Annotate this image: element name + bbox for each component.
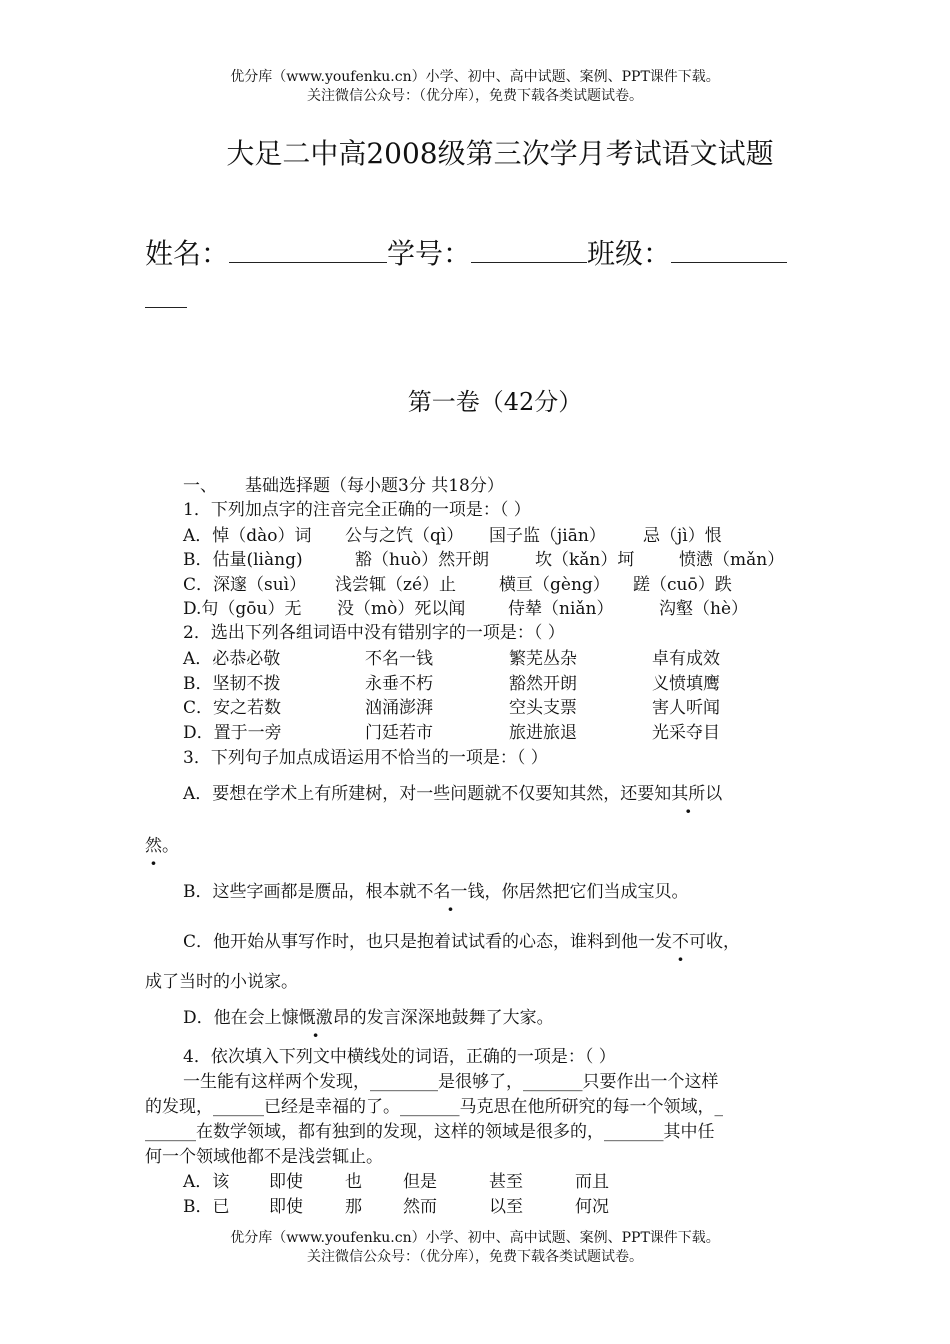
q2-b-3: 豁然开朗 <box>509 674 577 694</box>
header-line-2: 关注微信公众号：（优分库），免费下载各类试题试卷。 <box>307 88 643 104</box>
part1-heading-text: 基础选择题（每小题3分 共18分） <box>245 476 504 496</box>
q4-b-3: 那 <box>345 1197 362 1217</box>
footer-line-2: 关注微信公众号：（优分库），免费下载各类试题试卷。 <box>307 1249 643 1265</box>
q3-a-end: 。 <box>162 836 179 856</box>
id-label: 学号： <box>387 237 472 270</box>
q4-b-5: 以至 <box>489 1197 523 1217</box>
q4-b-6: 何况 <box>575 1197 609 1217</box>
q4-a-1: A．该 <box>183 1172 230 1192</box>
q1-d-4: 沟壑（hè） <box>659 599 749 619</box>
q1-d-1: D.句（gōu）无 <box>183 599 302 619</box>
q3-d-dotted-idiom: 慷慨激昂 <box>281 1008 350 1028</box>
q2-c-1: C．安之若数 <box>183 698 282 718</box>
exam-title: 大足二中高2008级第三次学月考试语文试题 <box>226 137 774 170</box>
q3-d-post: 的发言深深地鼓舞了大家。 <box>349 1008 554 1028</box>
q4-passage-4: 何一个领域他都不是浅尝辄止。 <box>145 1147 383 1167</box>
q3-c-pre: C．他开始从事写作时，也只是抱着试试看的心态，谁料到他 <box>183 932 639 952</box>
q3-a-text: A．要想在学术上有所建树，对一些问题就不仅要知其然，还要 <box>183 784 655 804</box>
q1-b-4: 愤懑（mǎn） <box>679 550 785 570</box>
q3-option-b[interactable] <box>183 880 689 904</box>
q3-c-dotted-idiom: 一发不可收 · <box>638 932 723 952</box>
q2-d-4: 光采夺目 <box>652 723 720 743</box>
q4-passage-1: 一生能有这样两个发现，________是很够了，_______只要作出一个这样 <box>183 1072 719 1092</box>
q1-c-3: 横亘（gèng） <box>499 575 610 595</box>
name-blank[interactable] <box>229 238 387 263</box>
q3-option-a[interactable] <box>183 782 722 806</box>
q3-a-dotted-cont: 然 <box>145 836 162 856</box>
q1-a-1: A．悼（dào）词 <box>183 526 312 546</box>
q2-d-2: 门廷若市 <box>365 723 433 743</box>
q2-a-2: 不名一钱 <box>365 649 433 669</box>
q4-passage-3: ______在数学领域，都有独到的发现，这样的领域是很多的，_______其中任 <box>145 1122 715 1142</box>
header-line-1: 优分库（www.youfenku.cn）小学、初中、高中试题、案例、PPT课件下载。 <box>230 69 720 85</box>
q3-option-c[interactable] <box>183 930 740 954</box>
q2-d-1: D．置于一旁 <box>183 723 282 743</box>
q3-b-post: ，你居然把它们当成宝贝。 <box>484 882 689 902</box>
q1-c-4: 蹉（cuō）跌 <box>633 575 732 595</box>
q2-a-3: 繁芜丛杂 <box>509 649 577 669</box>
q3-option-a-cont <box>145 834 179 858</box>
q4-a-2: 即使 <box>269 1172 303 1192</box>
q2-c-2: 汹涌澎湃 <box>365 698 433 718</box>
q1-a-4: 忌（jì）恨 <box>643 526 722 546</box>
q1-b-1: B．估量(liàng) <box>183 550 303 570</box>
q4-stem: 4．依次填入下列文中横线处的词语，正确的一项是：（ ） <box>183 1047 616 1067</box>
section-title: 第一卷（42分） <box>407 388 583 416</box>
q3-option-d[interactable] <box>183 1006 554 1030</box>
q4-a-6: 而且 <box>575 1172 609 1192</box>
q4-b-1: B．已 <box>183 1197 230 1217</box>
q2-b-1: B．坚韧不拨 <box>183 674 281 694</box>
q1-c-2: 浅尝辄（zé）止 <box>335 575 457 595</box>
class-blank[interactable] <box>671 238 787 263</box>
q3-stem: 3．下列句子加点成语运用不恰当的一项是：（ ） <box>183 748 548 768</box>
q3-a-dotted <box>654 784 722 804</box>
q3-a-dotted-idiom: 知其所以 <box>654 784 723 804</box>
q4-a-3: 也 <box>345 1172 362 1192</box>
footer-line-1: 优分库（www.youfenku.cn）小学、初中、高中试题、案例、PPT课件下载。 <box>230 1230 720 1246</box>
q1-d-2: 没（mò）死以闻 <box>337 599 466 619</box>
q2-c-4: 害人听闻 <box>652 698 720 718</box>
q3-b-dotted-idiom: 不名一钱 <box>416 882 485 902</box>
q2-a-1: A．必恭必敬 <box>183 649 281 669</box>
q2-c-3: 空头支票 <box>509 698 577 718</box>
q4-passage-2: 的发现，______已经是幸福的了。_______马克思在他所研究的每一个领域，_ <box>145 1097 723 1117</box>
q1-c-1: C．深邃（suì） <box>183 575 307 595</box>
q1-a-2: 公与之饩（qì） <box>345 526 464 546</box>
student-info <box>145 232 787 272</box>
class-blank-continuation <box>145 306 187 308</box>
q1-d-3: 侍辇（niǎn） <box>508 599 614 619</box>
q1-a-3: 国子监（jiān） <box>489 526 606 546</box>
q3-c-post: ， <box>723 932 741 952</box>
name-label: 姓名： <box>145 237 230 270</box>
q2-d-3: 旅进旅退 <box>509 723 577 743</box>
q3-b-pre: B．这些字画都是赝品，根本就 <box>183 882 417 902</box>
q1-b-3: 坎（kǎn）坷 <box>535 550 635 570</box>
q2-stem: 2．选出下列各组词语中没有错别字的一项是：（ ） <box>183 623 565 643</box>
q4-a-4: 但是 <box>403 1172 437 1192</box>
q1-stem: 1．下列加点字的注音完全正确的一项是：（ ） <box>183 500 531 520</box>
q4-b-4: 然而 <box>403 1197 437 1217</box>
part1-heading-num: 一、 <box>183 476 217 496</box>
q3-d-pre: D．他在会上 <box>183 1008 282 1028</box>
q4-b-2: 即使 <box>269 1197 303 1217</box>
q2-a-4: 卓有成效 <box>652 649 720 669</box>
q3-option-c-cont: 成了当时的小说家。 <box>145 972 298 992</box>
id-blank[interactable] <box>471 238 587 263</box>
q2-b-4: 义愤填鹰 <box>652 674 720 694</box>
class-label: 班级： <box>587 237 672 270</box>
q1-b-2: 豁（huò）然开朗 <box>355 550 490 570</box>
q4-a-5: 甚至 <box>489 1172 523 1192</box>
q2-b-2: 永垂不朽 <box>365 674 433 694</box>
